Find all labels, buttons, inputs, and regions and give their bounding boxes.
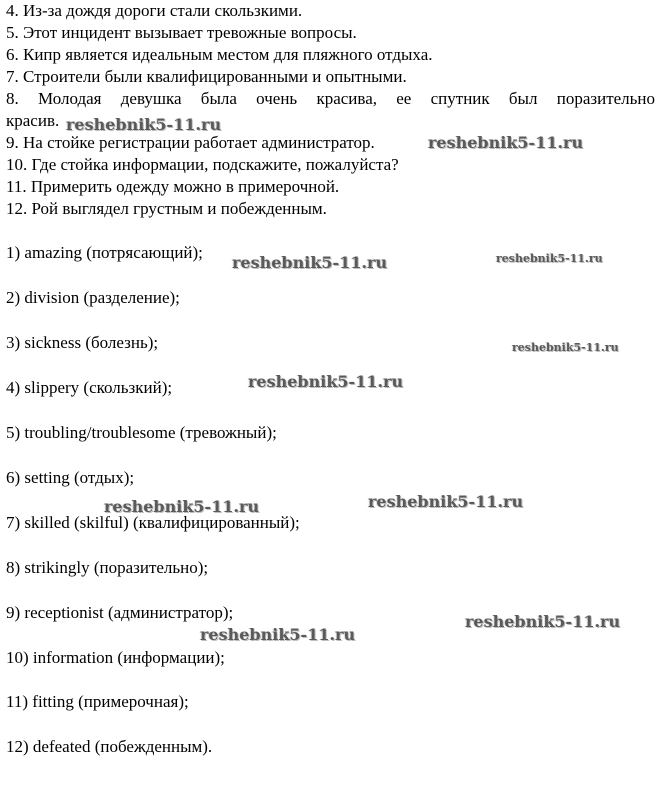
answer-6: 6) setting (отдых); xyxy=(6,468,135,487)
answer-10: 10) information (информации); xyxy=(6,648,225,667)
sentence-6: 6. Кипр является идеальным местом для пляжного отдыха. xyxy=(6,45,433,64)
watermark: reshebnik5-11.ru xyxy=(512,341,619,354)
sentence-9: 9. На стойке регистрации работает администратор. xyxy=(6,133,375,152)
answer-12: 12) defeated (побежденным). xyxy=(6,737,213,756)
answer-9: 9) receptionist (администратор); xyxy=(6,603,234,622)
sentence-11: 11. Примерить одежду можно в примерочной. xyxy=(6,177,340,196)
answer-7: 7) skilled (skilful) (квалифицированный); xyxy=(6,513,300,532)
watermark: reshebnik5-11.ru xyxy=(465,612,621,631)
sentence-4: 4. Из-за дождя дороги стали скользкими. xyxy=(6,1,303,20)
watermark: reshebnik5-11.ru xyxy=(104,497,260,516)
watermark: reshebnik5-11.ru xyxy=(248,372,404,391)
sentence-12: 12. Рой выглядел грустным и побежденным. xyxy=(6,199,327,218)
sentence-7: 7. Строители были квалифицированными и опытными. xyxy=(6,67,407,86)
watermark: reshebnik5-11.ru xyxy=(368,492,524,511)
answer-1: 1) amazing (потрясающий); xyxy=(6,243,203,262)
watermark: reshebnik5-11.ru xyxy=(232,253,388,272)
watermark: reshebnik5-11.ru xyxy=(496,252,603,265)
sentence-5: 5. Этот инцидент вызывает тревожные вопросы. xyxy=(6,23,357,42)
sentence-10: 10. Где стойка информации, подскажите, пожалуйста? xyxy=(6,155,399,174)
watermark: reshebnik5-11.ru xyxy=(428,133,584,152)
answer-8: 8) strikingly (поразительно); xyxy=(6,558,209,577)
watermark: reshebnik5-11.ru xyxy=(200,625,356,644)
watermark: reshebnik5-11.ru xyxy=(66,115,222,134)
sentence-8: 8. Молодая девушка была очень красива, ее спутник был поразительно xyxy=(6,89,655,108)
answer-5: 5) troubling/troublesome (тревожный); xyxy=(6,423,277,442)
answer-4: 4) slippery (скользкий); xyxy=(6,378,173,397)
sentence-8-continuation: красив. xyxy=(6,111,60,130)
answer-11: 11) fitting (примерочная); xyxy=(6,692,189,711)
answer-2: 2) division (разделение); xyxy=(6,288,180,307)
answer-3: 3) sickness (болезнь); xyxy=(6,333,159,352)
